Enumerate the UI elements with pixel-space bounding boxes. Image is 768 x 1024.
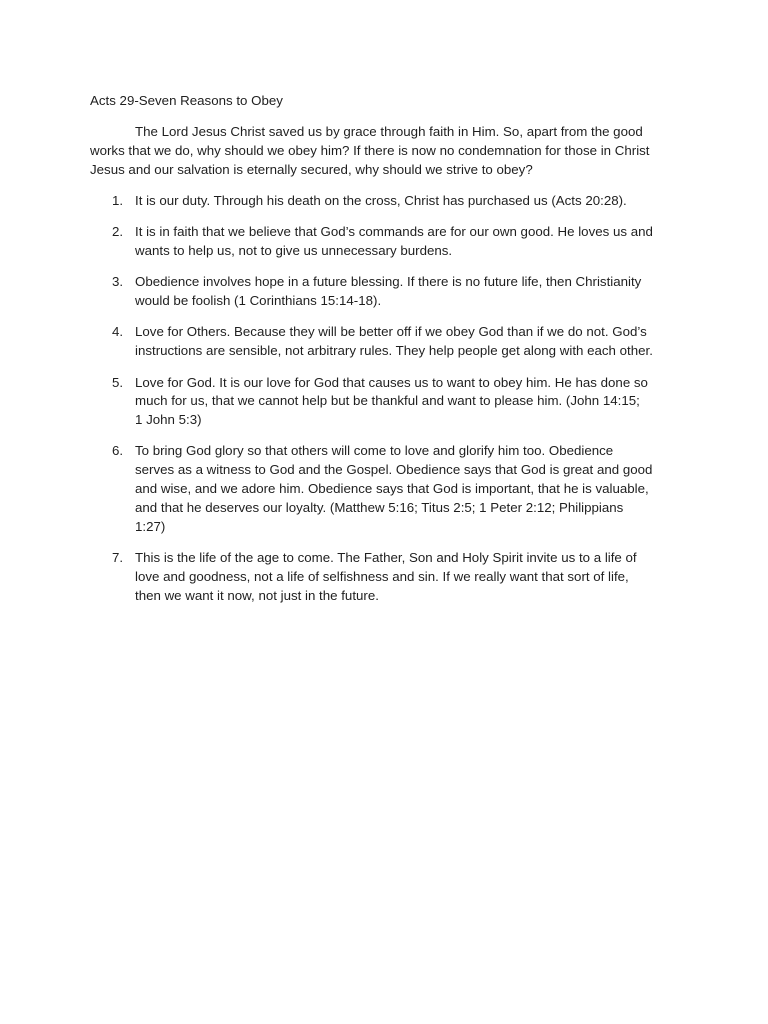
list-item: [90, 273, 690, 311]
list-item-line: and wise, and we adore him. Obedience says that God is important, that he is valuable,: [135, 481, 649, 497]
list-item-line: Obedience involves hope in a future blessing. If there is no future life, then Christianity: [135, 274, 642, 290]
list-item: [90, 323, 690, 361]
list-item-line: love and goodness, not a life of selfishness and sin. If we really want that sort of life,: [135, 568, 629, 584]
list-item-line: would be foolish (1 Corinthians 15:14-18).: [135, 293, 382, 309]
intro-line: Jesus and our salvation is eternally secured, why should we strive to obey?: [90, 161, 533, 177]
list-item-number: 6.: [112, 443, 124, 459]
list-item-line: It is in faith that we believe that God’s commands are for our own good. He loves us and: [135, 224, 653, 240]
document-title: Acts 29-Seven Reasons to Obey: [90, 93, 283, 108]
list-item-line: wants to help us, not to give us unnecessary burdens.: [135, 243, 453, 259]
list-item-line: then we want it now, not just in the future.: [135, 587, 379, 603]
list-item-line: serves as a witness to God and the Gospel. Obedience says that God is great and good: [135, 462, 653, 478]
list-item-line: 1:27): [135, 518, 166, 534]
list-item-number: 5.: [112, 374, 124, 390]
list-item-line: and that he deserves our loyalty. (Matthew 5:16; Titus 2:5; 1 Peter 2:12; Philippians: [135, 499, 624, 515]
list-item: [90, 549, 690, 605]
intro-line: works that we do, why should we obey him? If there is now no condemnation for those in Christ: [90, 142, 650, 158]
list-item: [90, 442, 690, 536]
list-item-line: To bring God glory so that others will come to love and glorify him too. Obedience: [135, 443, 614, 459]
list-item-number: 4.: [112, 324, 124, 340]
list-item-number: 2.: [112, 224, 124, 240]
list-item-line: 1 John 5:3): [135, 412, 202, 428]
list-item-line: This is the life of the age to come. The Father, Son and Holy Spirit invite us to a life of: [135, 549, 637, 565]
list-item: [90, 374, 690, 430]
list-item-line: Love for Others. Because they will be better off if we obey God than if we do not. God’s: [135, 324, 647, 340]
list-item-number: 7.: [112, 549, 124, 565]
list-item: [90, 223, 690, 261]
list-item-line: instructions are sensible, not arbitrary rules. They help people get along with each other.: [135, 343, 653, 359]
list-item-line: Love for God. It is our love for God that causes us to want to obey him. He has done so: [135, 374, 648, 390]
list-item-line: It is our duty. Through his death on the cross, Christ has purchased us (Acts 20:28).: [135, 193, 627, 208]
list-item-number: 1.: [112, 193, 124, 208]
list-item-number: 3.: [112, 274, 124, 290]
intro-paragraph: [90, 123, 680, 179]
reasons-list: [90, 192, 690, 618]
list-item-line: much for us, that we cannot help but be thankful and want to please him. (John 14:15;: [135, 393, 640, 409]
intro-line: The Lord Jesus Christ saved us by grace through faith in Him. So, apart from the good: [135, 124, 643, 139]
list-item: [90, 192, 690, 211]
